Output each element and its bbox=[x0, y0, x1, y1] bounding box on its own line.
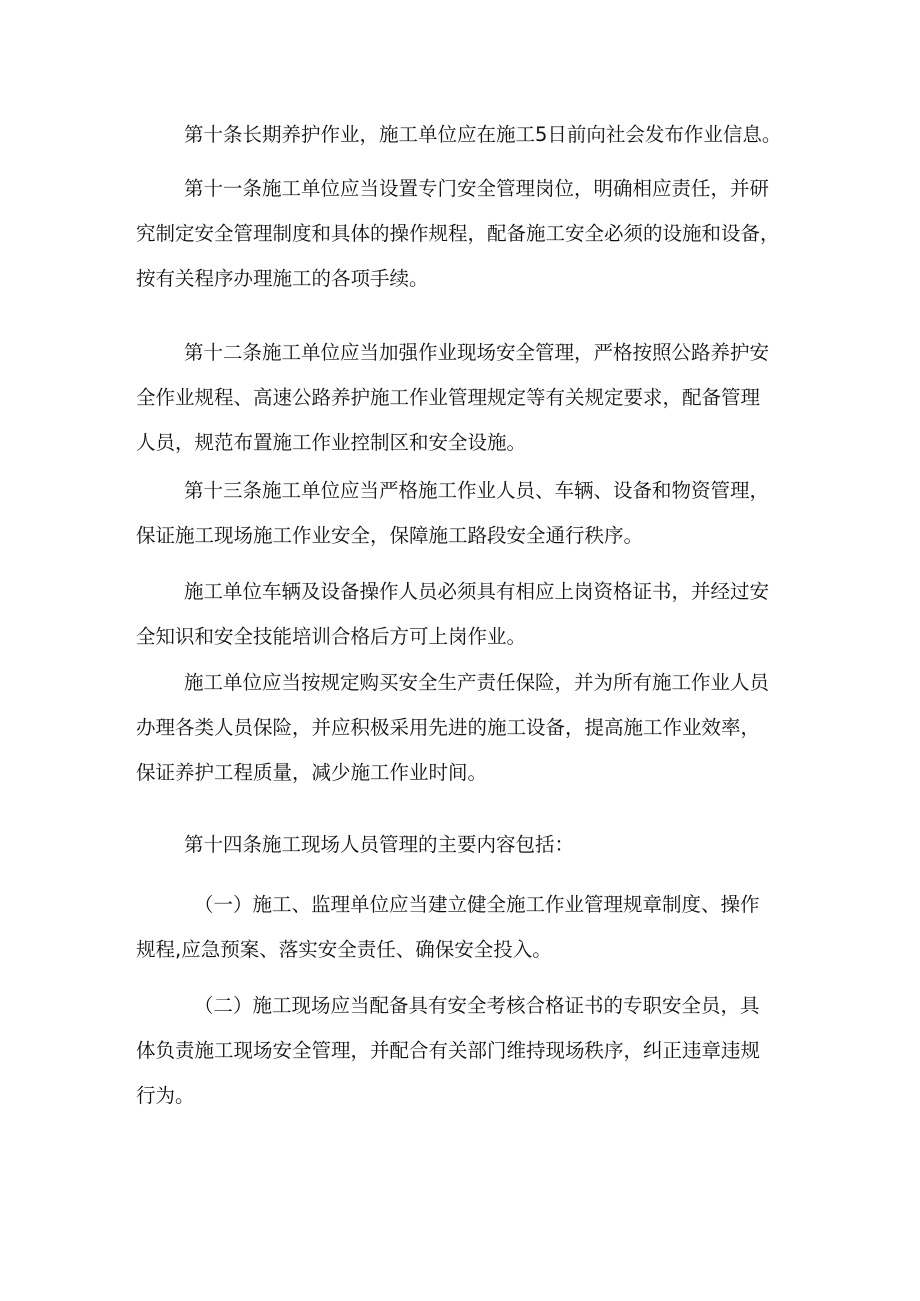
paragraph-item-2 bbox=[136, 983, 786, 1118]
text-line: 施工单位车辆及设备操作人员必须具有相应上岗资格证书，并经过安 bbox=[184, 580, 770, 603]
text-line: 第十四条施工现场人员管理的主要内容包括： bbox=[184, 833, 575, 856]
text-line: 保证施工现场施工作业安全，保障施工路段安全通行秩序。 bbox=[136, 524, 644, 547]
paragraph-item-1 bbox=[136, 882, 786, 972]
paragraph-article-14 bbox=[136, 822, 786, 867]
text-line: 办理各类人员保险，并应积极采用先进的施工设备，提高施工作业效率， bbox=[136, 716, 761, 739]
text-line: 体负责施工现场安全管理，并配合有关部门维持现场秩序，纠正违章违规 bbox=[136, 1039, 761, 1062]
text-line: 第十二条施工单位应当加强作业现场安全管理，严格按照公路养护安 bbox=[184, 341, 770, 364]
text-line: 究制定安全管理制度和具体的操作规程，配备施工安全必须的设施和设备， bbox=[136, 222, 780, 245]
text-line: （一）施工、监理单位应当建立健全施工作业管理规章制度、操作 bbox=[194, 893, 760, 916]
text-line: 按有关程序办理施工的各项手续。 bbox=[136, 267, 429, 290]
paragraph-article-12 bbox=[136, 330, 786, 465]
text-line: 施工单位应当按规定购买安全生产责任保险，并为所有施工作业人员 bbox=[184, 671, 770, 694]
paragraph-operator-certification bbox=[136, 569, 786, 659]
text-line: 第十条长期养护作业，施工单位应在施工5日前向社会发布作业信息。 bbox=[184, 123, 782, 146]
text-line: 规程,应急预案、落实安全责任、确保安全投入。 bbox=[136, 938, 552, 961]
paragraph-article-11 bbox=[136, 166, 786, 301]
paragraph-article-13 bbox=[136, 468, 786, 558]
text-line: （二）施工现场应当配备具有安全考核合格证书的专职安全员，具 bbox=[194, 994, 760, 1017]
text-line: 全作业规程、高速公路养护施工作业管理规定等有关规定要求，配备管理 bbox=[136, 386, 761, 409]
paragraph-insurance bbox=[136, 660, 786, 795]
text-line: 全知识和安全技能培训合格后方可上岗作业。 bbox=[136, 625, 527, 648]
text-line: 人员，规范布置施工作业控制区和安全设施。 bbox=[136, 431, 527, 454]
paragraph-article-10 bbox=[136, 112, 786, 157]
text-line: 行为。 bbox=[136, 1084, 195, 1107]
text-line: 第十一条施工单位应当设置专门安全管理岗位，明确相应责任，并研 bbox=[184, 177, 770, 200]
text-line: 第十三条施工单位应当严格施工作业人员、车辆、设备和物资管理， bbox=[184, 479, 770, 502]
text-line: 保证养护工程质量，减少施工作业时间。 bbox=[136, 761, 488, 784]
